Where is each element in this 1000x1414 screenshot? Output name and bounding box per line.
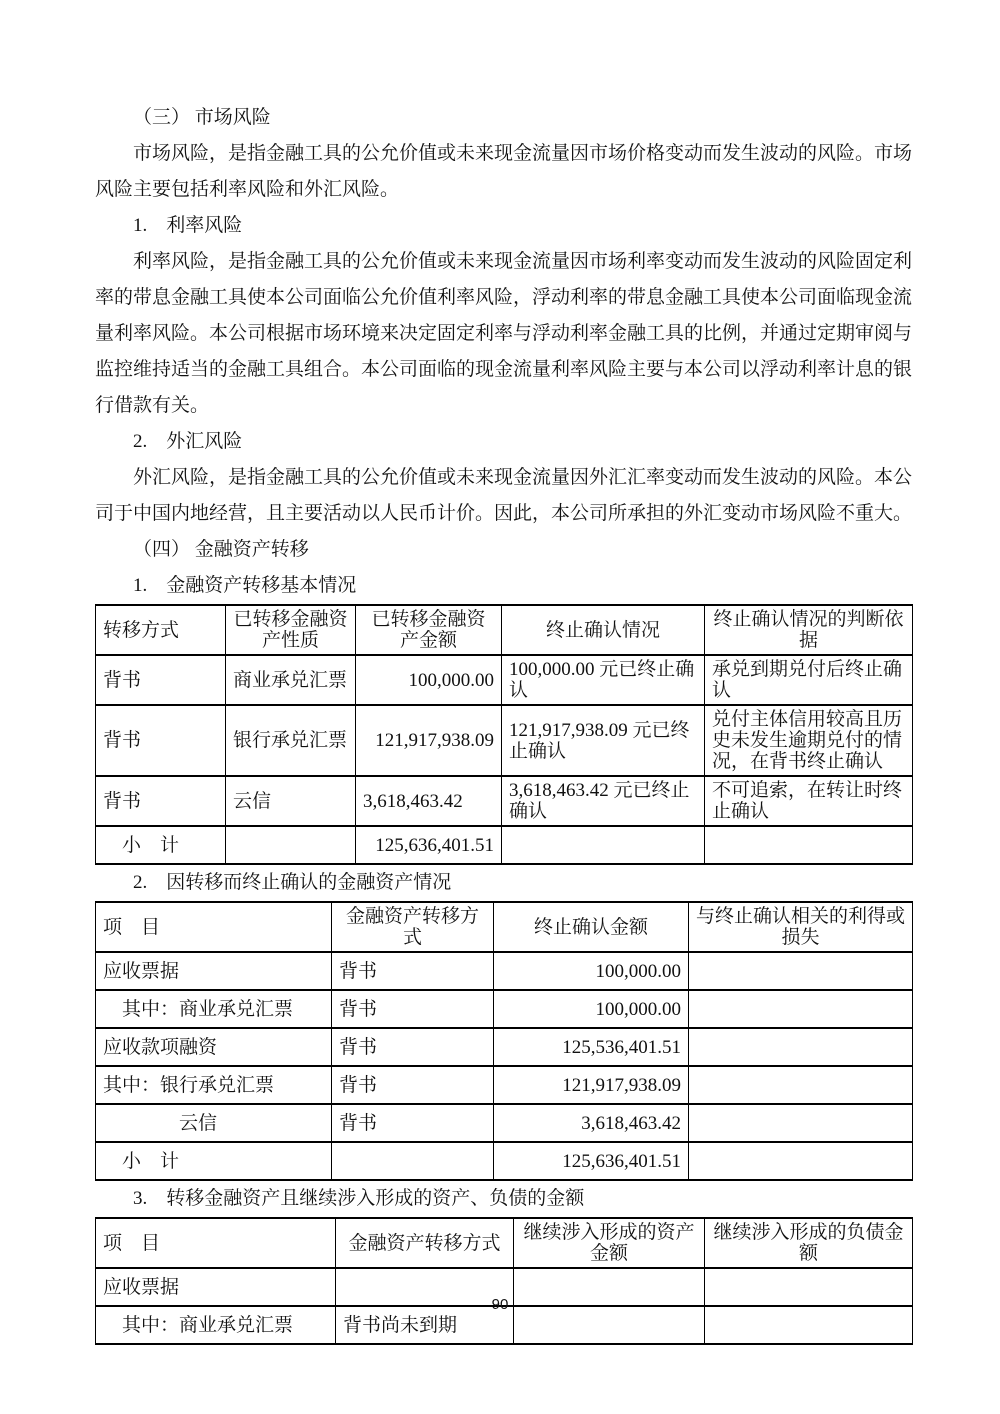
table-cell: 121,917,938.09 元已终止确认 xyxy=(502,705,705,776)
table-cell xyxy=(689,1104,913,1142)
table-row xyxy=(96,1066,913,1104)
table-cell: 121,917,938.09 xyxy=(494,1066,689,1104)
table-header-cell: 已转移金融资产金额 xyxy=(356,605,502,655)
table-header-cell: 继续涉入形成的负债金额 xyxy=(705,1218,913,1268)
table-cell xyxy=(502,826,705,864)
table-cell xyxy=(689,952,913,990)
table-cell: 121,917,938.09 xyxy=(356,705,502,776)
table-cell: 125,636,401.51 xyxy=(356,826,502,864)
table-cell: 云信 xyxy=(96,1104,332,1142)
table-row xyxy=(96,776,913,826)
paragraph-market-risk: 市场风险，是指金融工具的公允价值或未来现金流量因市场价格变动而发生波动的风险。市场风险主要包括利率风险和外汇风险。 xyxy=(95,143,913,200)
table-cell xyxy=(689,1028,913,1066)
table-cell xyxy=(689,1066,913,1104)
table-header-row xyxy=(96,902,913,952)
table-header-row xyxy=(96,1218,913,1268)
table-header-cell: 已转移金融资产性质 xyxy=(226,605,356,655)
table-cell: 100,000.00 元已终止确认 xyxy=(502,655,705,705)
table-row xyxy=(96,1104,913,1142)
table-cell: 兑付主体信用较高且历史未发生逾期兑付的情况，在背书终止确认 xyxy=(705,705,913,776)
heading-interest-rate-risk: 1. 利率风险 xyxy=(133,215,243,236)
table-cell: 银行承兑汇票 xyxy=(226,705,356,776)
table-cell xyxy=(705,826,913,864)
table-cell: 背书 xyxy=(96,776,226,826)
table-cell: 其中：商业承兑汇票 xyxy=(96,990,332,1028)
table-cell xyxy=(226,826,356,864)
table-cell: 小 计 xyxy=(96,1142,332,1180)
table-cell: 3,618,463.42 xyxy=(494,1104,689,1142)
table-cell: 承兑到期兑付后终止确认 xyxy=(705,655,913,705)
paragraph-interest-rate-risk: 利率风险，是指金融工具的公允价值或未来现金流量因市场利率变动而发生波动的风险固定利率的带息金融工具使本公司面临公允价值利率风险，浮动利率的带息金融工具使本公司面临现金流量利率风险。本公司根据市场环境来决定固定利率与浮动利率金融工具的比例，并通过定期审阅与监控维持适当的金融工具组合。本公司面临的现金流量利率风险主要与本公司以浮动利率计息的银行借款有关。 xyxy=(95,251,913,416)
table-header-cell: 继续涉入形成的资产金额 xyxy=(514,1218,705,1268)
table-row xyxy=(96,655,913,705)
heading-fx-risk: 2. 外汇风险 xyxy=(133,431,243,452)
table-header-cell: 终止确认情况的判断依据 xyxy=(705,605,913,655)
table-cell: 背书 xyxy=(332,1066,494,1104)
table-cell: 背书 xyxy=(96,655,226,705)
table-header-cell: 金融资产转移方式 xyxy=(332,902,494,952)
table-cell: 云信 xyxy=(226,776,356,826)
table-row xyxy=(96,1142,913,1180)
table-cell: 100,000.00 xyxy=(494,952,689,990)
table-header-cell: 终止确认金额 xyxy=(494,902,689,952)
table-cell: 100,000.00 xyxy=(494,990,689,1028)
table-cell: 背书 xyxy=(332,1104,494,1142)
table-cell: 125,636,401.51 xyxy=(494,1142,689,1180)
table-cell: 应收票据 xyxy=(96,1268,336,1306)
table-cell: 小 计 xyxy=(96,826,226,864)
table-header-cell: 终止确认情况 xyxy=(502,605,705,655)
table-cell: 应收款项融资 xyxy=(96,1028,332,1066)
table-cell: 3,618,463.42 元已终止确认 xyxy=(502,776,705,826)
table-cell: 其中：商业承兑汇票 xyxy=(96,1306,336,1344)
table-cell: 应收票据 xyxy=(96,952,332,990)
table-cell: 125,536,401.51 xyxy=(494,1028,689,1066)
table-row xyxy=(96,1028,913,1066)
transfer-basic-table xyxy=(95,604,913,865)
section-heading-asset-transfer: （四） 金融资产转移 xyxy=(133,539,309,560)
table-cell xyxy=(689,990,913,1028)
derecognized-assets-table xyxy=(95,901,913,1181)
table-header-cell: 项 目 xyxy=(96,1218,336,1268)
table-cell: 其中：银行承兑汇票 xyxy=(96,1066,332,1104)
table-cell: 3,618,463.42 xyxy=(356,776,502,826)
document-content xyxy=(95,100,912,1345)
paragraph-fx-risk: 外汇风险，是指金融工具的公允价值或未来现金流量因外汇汇率变动而发生波动的风险。本公司于中国内地经营，且主要活动以人民币计价。因此，本公司所承担的外汇变动市场风险不重大。 xyxy=(95,467,913,524)
section-heading-market-risk: （三） 市场风险 xyxy=(133,107,271,128)
heading-transfer-basic: 1. 金融资产转移基本情况 xyxy=(133,575,357,596)
table-row xyxy=(96,990,913,1028)
heading-derecognized-assets: 2. 因转移而终止确认的金融资产情况 xyxy=(133,872,452,893)
table-cell: 背书 xyxy=(96,705,226,776)
table-cell xyxy=(689,1142,913,1180)
table-cell: 背书 xyxy=(332,1028,494,1066)
table-cell: 背书 xyxy=(332,990,494,1028)
page-number: 90 xyxy=(491,1296,509,1313)
table-cell: 商业承兑汇票 xyxy=(226,655,356,705)
table-row xyxy=(96,705,913,776)
table-header-row xyxy=(96,605,913,655)
heading-continuing-involvement: 3. 转移金融资产且继续涉入形成的资产、负债的金额 xyxy=(133,1188,585,1209)
table-cell: 背书尚未到期 xyxy=(336,1306,514,1344)
table-cell: 不可追索，在转让时终止确认 xyxy=(705,776,913,826)
table-row xyxy=(96,826,913,864)
table-cell xyxy=(332,1142,494,1180)
table-row xyxy=(96,952,913,990)
table-cell: 100,000.00 xyxy=(356,655,502,705)
table-cell: 背书 xyxy=(332,952,494,990)
table-header-cell: 与终止确认相关的利得或损失 xyxy=(689,902,913,952)
continuing-involvement-table xyxy=(95,1217,913,1345)
table-header-cell: 金融资产转移方式 xyxy=(336,1218,514,1268)
table-header-cell: 项 目 xyxy=(96,902,332,952)
table-header-cell: 转移方式 xyxy=(96,605,226,655)
